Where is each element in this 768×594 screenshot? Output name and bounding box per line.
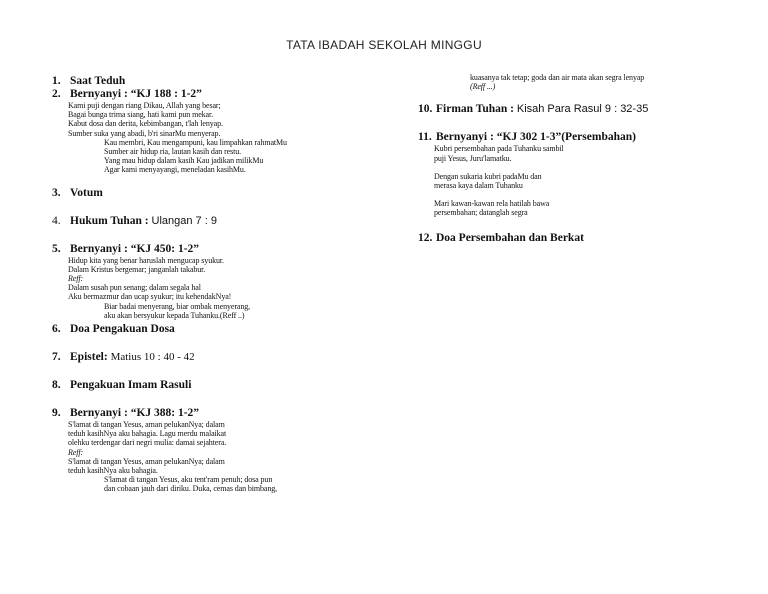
- item-title: Doa Pengakuan Dosa: [70, 323, 175, 336]
- item-number: 4.: [52, 214, 61, 227]
- lyric-line: Dalam susah pun senang; dalam segala hal: [68, 283, 201, 293]
- item-number: 5.: [52, 242, 61, 255]
- lyric-line: Kabut dosa dan derita, kebimbangan, t'lah lenyap.: [68, 119, 223, 129]
- item-title: Firman Tuhan :: [436, 103, 514, 116]
- item-number: 6.: [52, 323, 61, 336]
- left-column: [52, 75, 382, 494]
- lyric-line: kuasanya tak tetap; goda dan air mata akan segra lenyap: [470, 73, 645, 82]
- lyric-line: Mari kawan-kawan rela hatilah bawa: [434, 199, 550, 209]
- item-hukum-tuhan: [52, 215, 382, 228]
- item-number: 7.: [52, 351, 61, 364]
- lyric-line: S'lamat di tangan Yesus, aman pelukanNya; dalam: [68, 456, 225, 466]
- item-title: Bernyanyi : “KJ 450: 1-2”: [70, 242, 200, 255]
- lyric-line: Hidup kita yang benar haruslah mengucap syukur.: [68, 255, 224, 265]
- item-bernyanyi-kj450: [52, 243, 382, 320]
- lyric-line: Dalam Kristus bergemar; janganlah takabur.: [68, 264, 206, 274]
- scripture-reference: Ulangan 7 : 9: [151, 214, 217, 227]
- lyric-line: Biar badai menyerang, biar ombak menyerang,: [104, 301, 251, 311]
- reff-label: Reff:: [68, 274, 84, 284]
- right-column: [418, 73, 758, 245]
- scripture-reference: Kisah Para Rasul 9 : 32-35: [516, 103, 649, 116]
- item-bernyanyi-kj388: [52, 407, 382, 494]
- lyric-line: persembahan; datanglah segra: [434, 208, 528, 218]
- lyric-line: aku akan bersyukur kepada Tuhanku.(Reff ..): [104, 310, 245, 320]
- lyric-line: olehku terdengar dari negri mulia: damai sejahtera.: [68, 438, 227, 448]
- item-number: 8.: [52, 379, 61, 392]
- item-title: Hukum Tuhan :: [70, 214, 149, 227]
- lyric-line: Kubri persembahan pada Tuhanku sambil: [434, 144, 564, 154]
- item-number: 2.: [52, 88, 61, 100]
- item-title: Epistel:: [70, 351, 108, 364]
- item-saat-teduh: [52, 75, 382, 88]
- lyric-line: Agar kami menyayangi, meneladan kasihMu.: [104, 165, 246, 175]
- item-title: Doa Persembahan dan Berkat: [436, 231, 584, 244]
- lyric-line: Sumber air hidup ria, lautan kasih dan restu.: [104, 147, 242, 157]
- lyric-line: dan cobaan jauh dari diriku. Duka, cemas dan bimbang,: [104, 484, 278, 494]
- item-title: Votum: [70, 186, 103, 199]
- lyric-line: Dengan sukaria kubri padaMu dan: [434, 171, 542, 181]
- lyric-line: teduh kasihNya aku bahagia. Lagu merdu malaikat: [68, 429, 227, 439]
- lyric-line: puji Yesus, Juru'lamatku.: [434, 153, 512, 163]
- page-title: TATA IBADAH SEKOLAH MINGGU: [286, 38, 482, 52]
- lyric-line: Aku bermazmur dan ucap syukur; itu kehendakNya!: [68, 292, 232, 302]
- item-number: 1.: [52, 75, 61, 87]
- item-votum: [52, 187, 382, 200]
- lyric-line: Kami puji dengan riang Dikau, Allah yang besar;: [68, 101, 221, 110]
- lyric-continuation: [418, 73, 758, 91]
- lyric-line: merasa kaya dalam Tuhanku: [434, 181, 523, 191]
- item-doa-persembahan: [418, 232, 758, 245]
- item-number: 12.: [418, 231, 433, 244]
- item-title: Bernyanyi : “KJ 388: 1-2”: [70, 407, 200, 420]
- lyric-line: S'lamat di tangan Yesus, aman pelukanNya; dalam: [68, 420, 225, 430]
- reff-label: Reff:: [68, 447, 84, 457]
- item-firman-tuhan: [418, 103, 758, 116]
- reff-label: (Reff ...): [470, 82, 496, 92]
- item-number: 10.: [418, 103, 433, 116]
- lyric-line: S'lamat di tangan Yesus, aku tent'ram penuh; dosa pun: [104, 475, 273, 485]
- lyric-line: Bagai bunga trima siang, hati kami pun mekar.: [68, 110, 214, 120]
- lyric-line: teduh kasihNya aku bahagia.: [68, 466, 158, 476]
- scripture-reference: Matius 10 : 40 - 42: [110, 351, 195, 364]
- lyric-line: Sumber suka yang abadi, b'ri sinarMu menyerap.: [68, 128, 221, 138]
- lyric-line: Kau membri, Kau mengampuni, kau limpahkan rahmatMu: [104, 137, 287, 147]
- item-title: Bernyanyi : “KJ 188 : 1-2”: [70, 88, 202, 100]
- item-doa-pengakuan-dosa: [52, 323, 382, 336]
- item-title: Bernyanyi : “KJ 302 1-3”(Persembahan): [436, 131, 636, 144]
- lyric-line: Yang mau hidup dalam kasih Kau jadikan milikMu: [104, 156, 264, 166]
- item-number: 9.: [52, 407, 61, 420]
- item-bernyanyi-kj302: [418, 131, 758, 217]
- item-number: 3.: [52, 186, 61, 199]
- item-pengakuan-imam-rasuli: [52, 379, 382, 392]
- item-title: Pengakuan Imam Rasuli: [70, 379, 192, 392]
- item-title: Saat Teduh: [70, 75, 126, 87]
- item-epistel: [52, 351, 382, 364]
- item-number: 11.: [418, 131, 432, 144]
- item-bernyanyi-kj188: [52, 88, 382, 175]
